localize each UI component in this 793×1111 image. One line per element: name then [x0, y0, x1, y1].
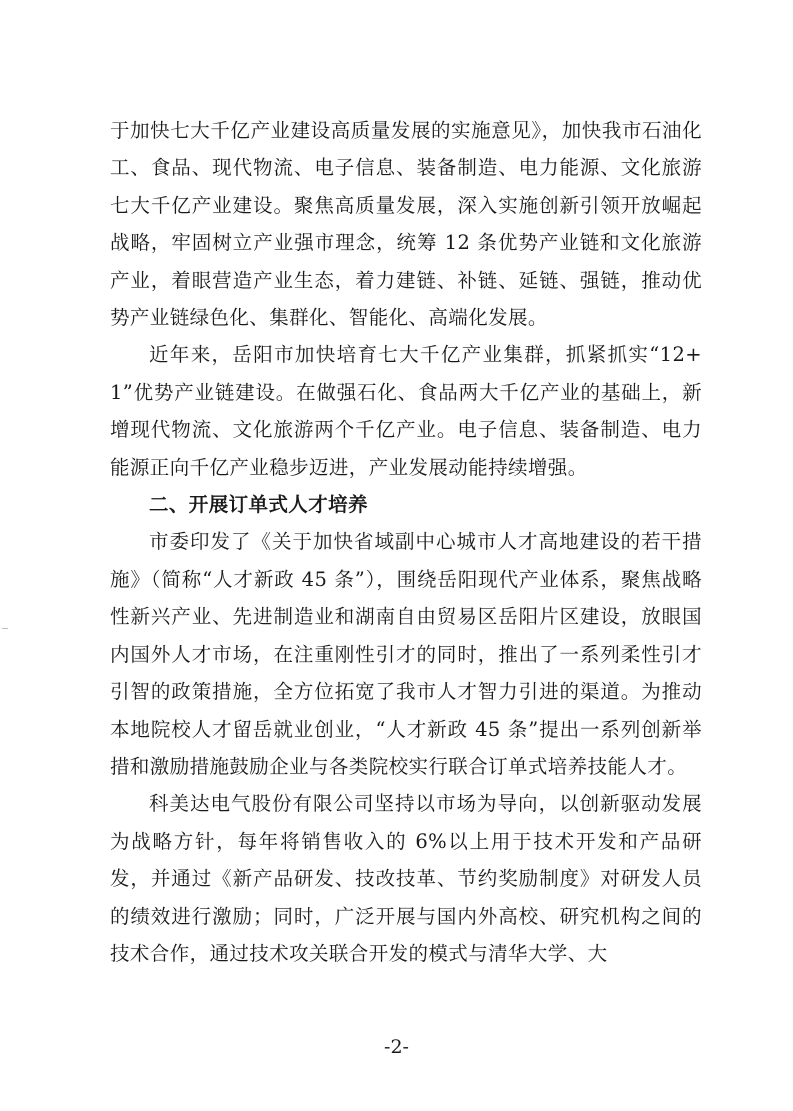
section-heading: 二、开展订单式人才培养 [149, 493, 368, 517]
paragraph-talent-policy: 市委印发了《关于加快省域副中心城市人才高地建设的若干措施》（简称“人才新政 45 条”），围绕岳阳现代产业体系，聚焦战略性新兴产业、先进制造业和湖南自由贸易区岳阳片区建设，放眼国内国外人才市场，在注重刚性引才的同时，推出了一系列柔性引才引智的政策措施，全方位拓宽了我市人才智力引进的渠道。为推动本地院校人才留岳就业创业，“人才新政 45 条”提出一系列创新举措和激励措施鼓励企业与各类院校实行联合订单式培养技能人才。 [110, 530, 702, 778]
document-body [110, 112, 702, 972]
paragraph-company-example: 科美达电气股份有限公司坚持以市场为导向，以创新驱动发展为战略方针，每年将销售收入的 6%以上用于技术开发和产品研发，并通过《新产品研发、技改技革、节约奖励制度》对研发人员的绩效进行激励；同时，广泛开展与国内外高校、研究机构之间的技术合作，通过技术攻关联合开发的模式与清华大学、大 [110, 792, 702, 965]
paragraph-continuation: 于加快七大千亿产业建设高质量发展的实施意见》，加快我市石油化工、食品、现代物流、电子信息、装备制造、电力能源、文化旅游七大千亿产业建设。聚焦高质量发展，深入实施创新引领开放崛起战略，牢固树立产业强市理念，统筹 12 条优势产业链和文化旅游产业，着眼营造产业生态，着力建链、补链、延链、强链，推动优势产业链绿色化、集群化、智能化、高端化发展。 [110, 119, 702, 330]
page-number: -2- [384, 1036, 409, 1058]
scan-edge-mark [2, 628, 8, 629]
paragraph-industry-clusters: 近年来，岳阳市加快培育七大千亿产业集群，抓紧抓实“12+1”优势产业链建设。在做强石化、食品两大千亿产业的基础上，新增现代物流、文化旅游两个千亿产业。电子信息、装备制造、电力能源正向千亿产业稳步迈进，产业发展动能持续增强。 [110, 343, 702, 479]
